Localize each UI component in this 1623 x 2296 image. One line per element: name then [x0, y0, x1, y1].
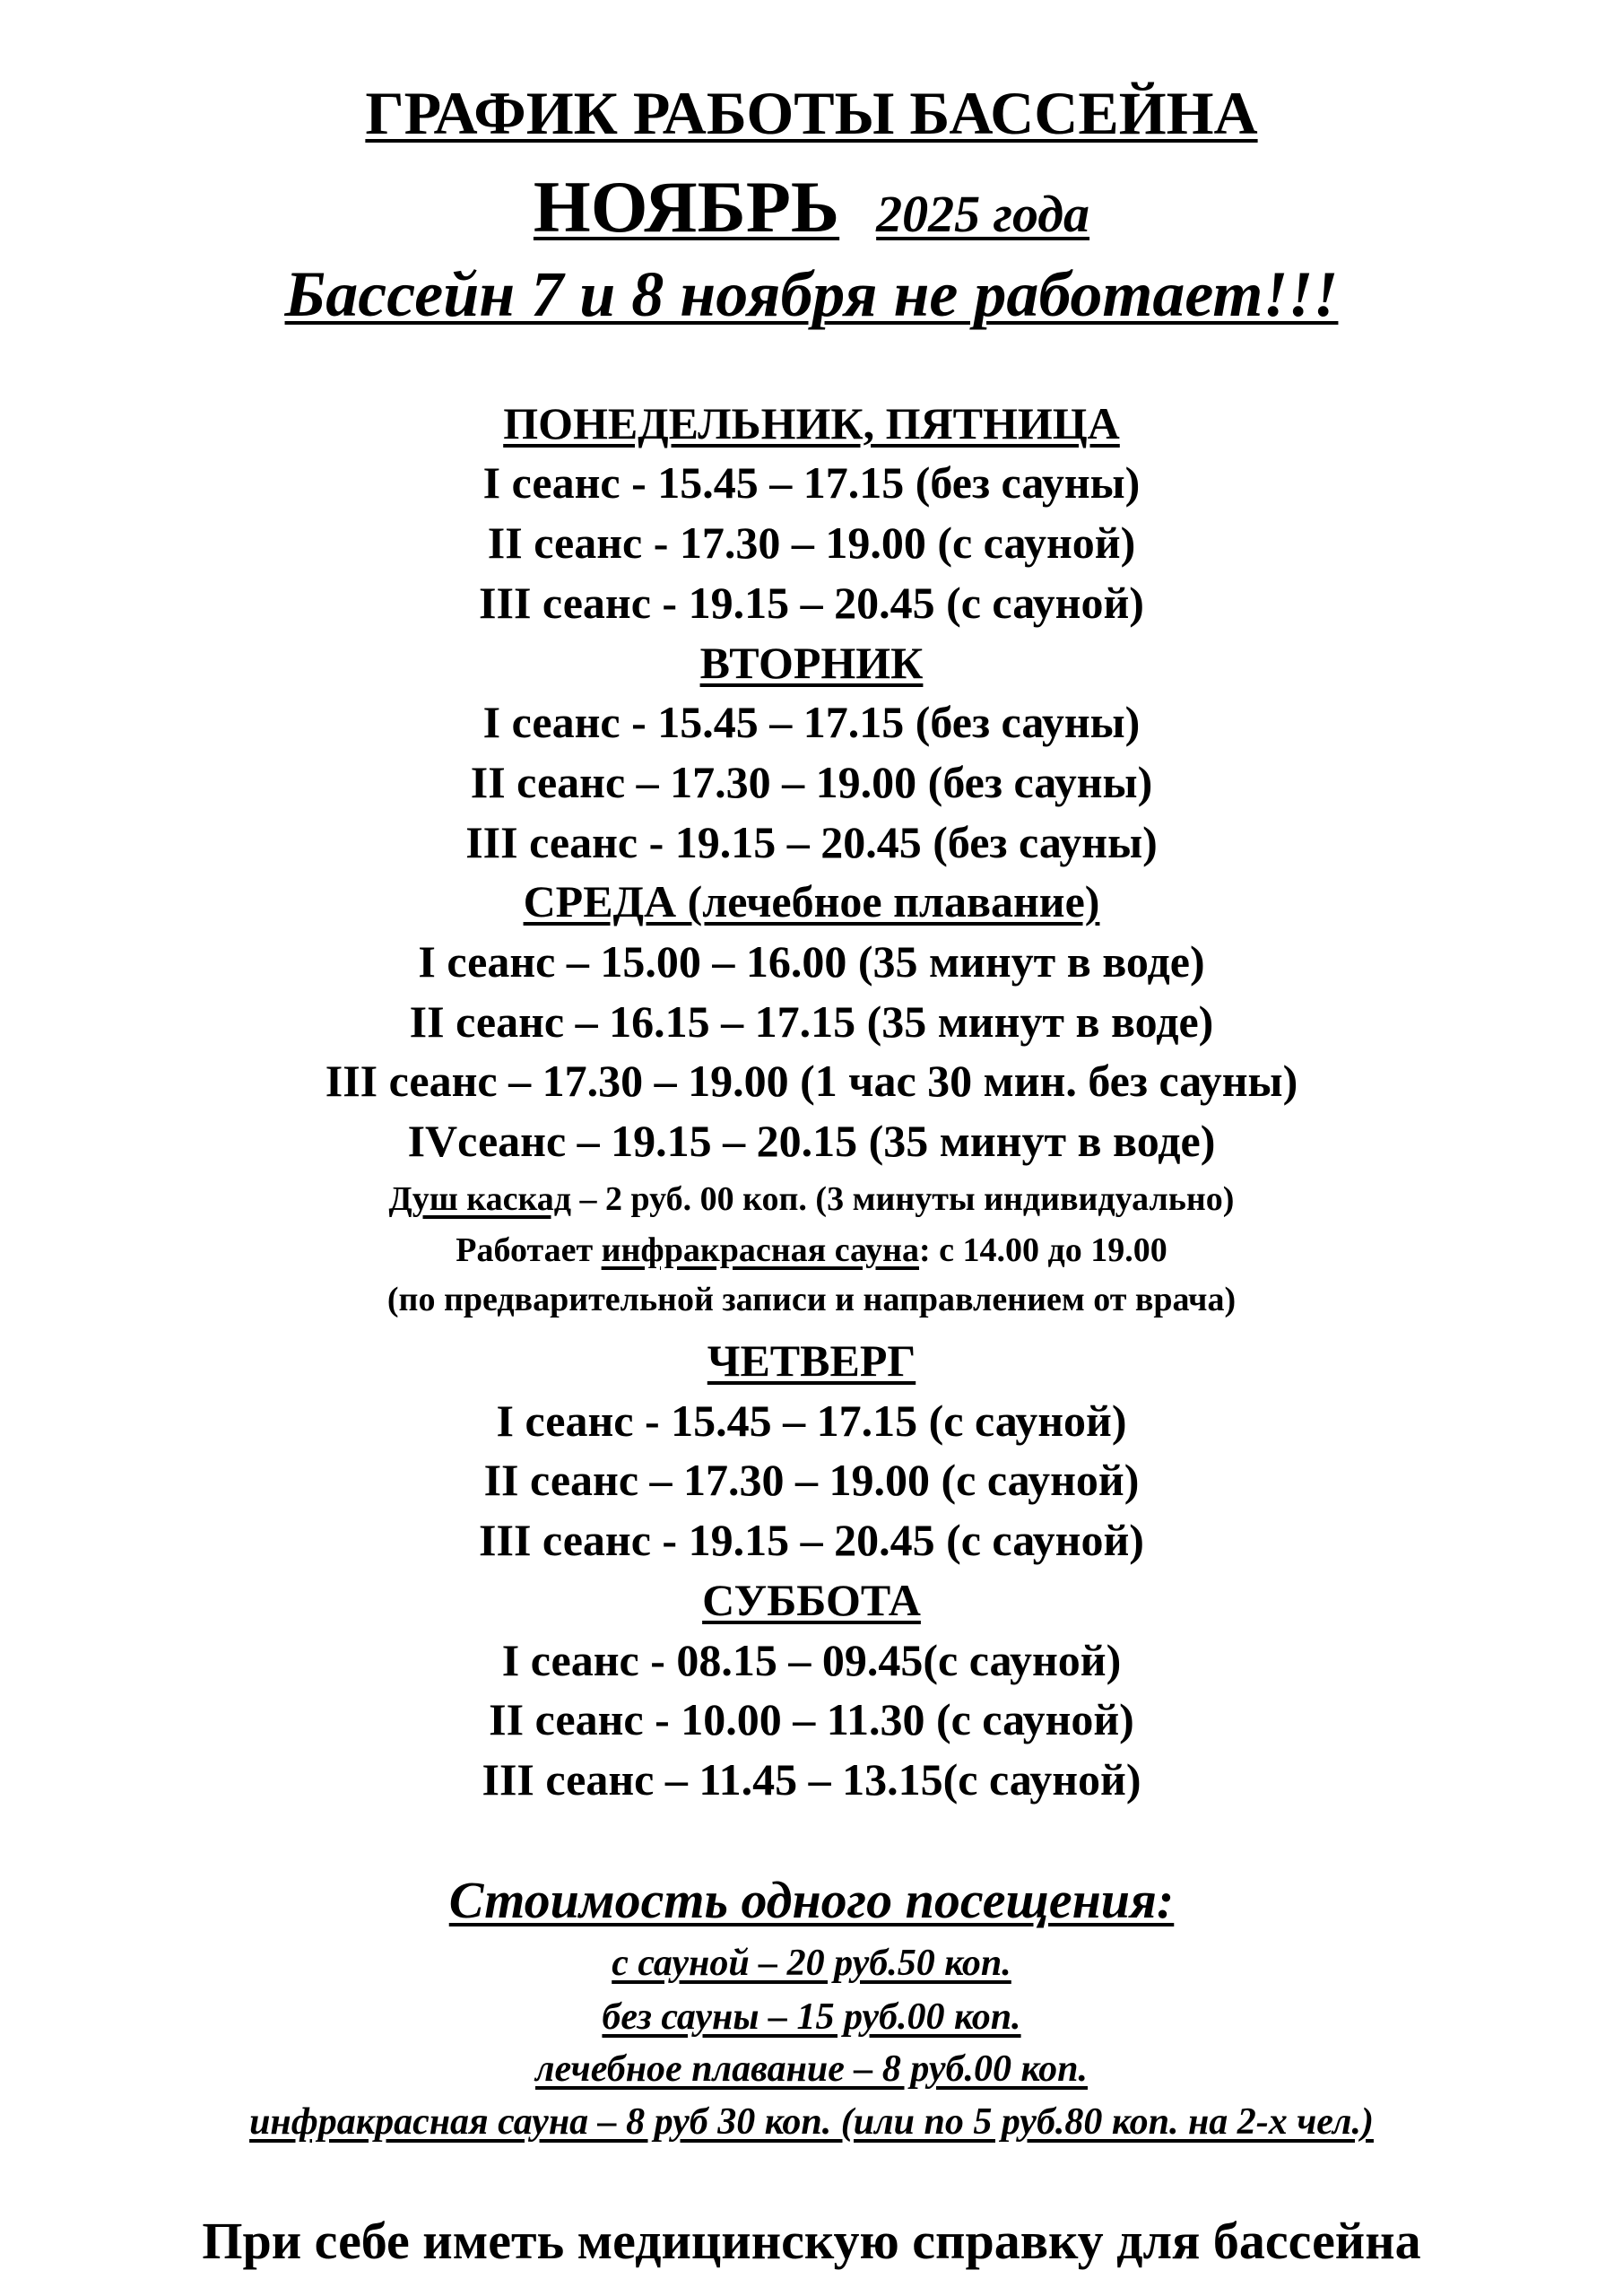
month-heading	[0, 166, 1623, 248]
closed-notice: Бассейн 7 и 8 ноября не работает!!!	[284, 258, 1339, 330]
session-line: I сеанс - 15.45 – 17.15 (без сауны)	[482, 697, 1141, 747]
prices-heading: Стоимость одного посещения:	[448, 1871, 1175, 1929]
session-line: III сеанс – 17.30 – 19.00 (1 час 30 мин. без сауны)	[325, 1056, 1298, 1106]
session-line: IVсеанс – 19.15 – 20.15 (35 минут в воде)	[407, 1116, 1216, 1166]
year-label: 2025 года	[876, 185, 1090, 243]
day-heading-wednesday: СРЕДА (лечебное плавание)	[523, 876, 1100, 926]
day-heading-mon-fri: ПОНЕДЕЛЬНИК, ПЯТНИЦА	[503, 398, 1120, 448]
session-line: II сеанс – 17.30 – 19.00 (с сауной)	[483, 1455, 1140, 1505]
day-heading-thursday: ЧЕТВЕРГ	[707, 1335, 916, 1386]
session-line: III сеанс - 19.15 – 20.45 (с сауной)	[479, 1515, 1144, 1565]
medical-certificate-note: При себе иметь медицинскую справку для бассейна	[202, 2212, 1421, 2270]
session-line: I сеанс - 15.45 – 17.15 (с сауной)	[496, 1396, 1127, 1446]
month-label: НОЯБРЬ	[533, 166, 840, 248]
shower-label: Душ каскад	[388, 1180, 571, 1218]
shower-text: – 2 руб. 00 коп. (3 минуты индивидуально)	[571, 1180, 1235, 1218]
session-line: I сеанс - 15.45 – 17.15 (без сауны)	[482, 457, 1141, 508]
appointment-note: (по предварительной записи и направлением от врача)	[386, 1281, 1237, 1318]
infra-text: : с 14.00 до 19.00	[918, 1231, 1167, 1269]
session-line: III сеанс - 19.15 – 20.45 (без сауны)	[465, 817, 1158, 867]
day-heading-saturday: СУББОТА	[702, 1575, 921, 1625]
price-line: без сауны – 15 руб.00 коп.	[602, 1996, 1021, 2038]
session-line: III сеанс - 19.15 – 20.45 (с сауной)	[479, 578, 1144, 628]
session-line: II сеанс - 10.00 – 11.30 (с сауной)	[489, 1694, 1134, 1744]
price-line: с сауной – 20 руб.50 коп.	[612, 1943, 1011, 1984]
infra-label: инфракрасная сауна	[601, 1231, 919, 1269]
document-title: ГРАФИК РАБОТЫ БАССЕЙНА	[365, 79, 1258, 147]
session-line: II сеанс – 16.15 – 17.15 (35 минут в воде)	[409, 996, 1214, 1047]
session-line: III сеанс – 11.45 – 13.15(с сауной)	[482, 1754, 1141, 1805]
day-heading-tuesday: ВТОРНИК	[699, 638, 924, 688]
price-line: лечебное плавание – 8 руб.00 коп.	[535, 2048, 1088, 2090]
price-line: инфракрасная сауна – 8 руб 30 коп. (или по 5 руб.80 коп. на 2-х чел.)	[249, 2101, 1374, 2143]
shower-info	[0, 1182, 1623, 1216]
session-line: II сеанс – 17.30 – 19.00 (без сауны)	[470, 757, 1153, 807]
infra-prefix: Работает	[456, 1231, 602, 1269]
session-line: II сеанс - 17.30 – 19.00 (с сауной)	[487, 517, 1136, 568]
session-line: I сеанс - 08.15 – 09.45(с сауной)	[501, 1635, 1122, 1685]
session-line: I сеанс – 15.00 – 16.00 (35 минут в воде)	[418, 936, 1205, 987]
infrared-sauna-info	[0, 1233, 1623, 1267]
